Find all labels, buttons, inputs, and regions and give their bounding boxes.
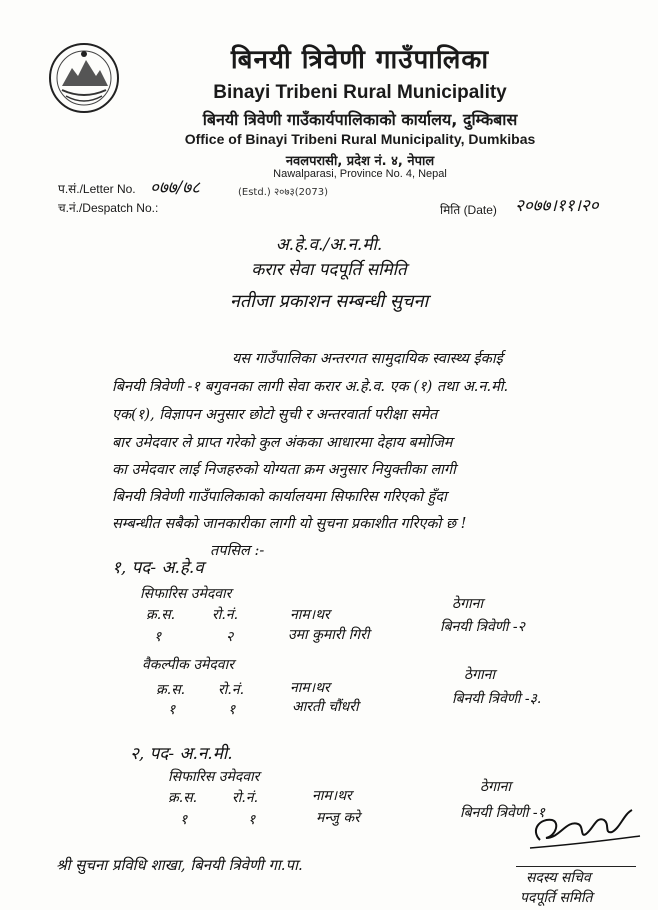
cell-sn: १	[168, 702, 176, 718]
signatory-title: सदस्य सचिव	[526, 870, 591, 886]
group-label-alternate: वैकल्पीक उमेदवार	[142, 657, 234, 673]
body-line: बिनयी त्रिवेणी -१ बगुवनका लागी सेवा करार अ.हे.व. एक (१) तथा अ.न.मी.	[112, 379, 509, 395]
signatory-committee: पदपूर्ति समिति	[520, 890, 593, 906]
col-header-sn: क्र.स.	[146, 607, 176, 623]
notice-heading-committee: करार सेवा पदपूर्ति समिति	[251, 260, 407, 280]
body-line: बार उमेदवार ले प्राप्त गरेको कुल अंकका आधारमा देहाय बमोजिम	[112, 435, 453, 451]
col-header-sn: क्र.स.	[168, 790, 198, 806]
cell-roll: १	[248, 812, 256, 828]
col-header-name: नाम।थर	[312, 788, 352, 804]
body-line: एक(१), विज्ञापन अनुसार छोटो सुची र अन्तरवार्ता परीक्षा समेत	[112, 407, 438, 423]
body-line: यस गाउँपालिका अन्तरगत सामुदायिक स्वास्थ्य ईकाई	[232, 351, 503, 367]
notice-heading-subject: नतीजा प्रकाशन सम्बन्धी सुचना	[229, 291, 429, 312]
col-header-address: ठेगाना	[452, 596, 484, 612]
municipality-name-english: Binayi Tribeni Rural Municipality	[213, 82, 507, 103]
cell-name: उमा कुमारी गिरी	[288, 627, 370, 643]
office-name-nepali: बिनयी त्रिवेणी गाउँकार्यपालिकाको कार्यालय, दुम्किबास	[202, 110, 518, 129]
post-title: १, पद- अ.हे.व	[112, 558, 204, 578]
body-line: का उमेदवार लाई निजहरुको योग्यता क्रम अनुसार नियुक्तीका लागी	[112, 462, 456, 478]
group-label-recommended: सिफारिस उमेदवार	[168, 769, 260, 785]
cell-roll: २	[226, 629, 234, 645]
office-name-english: Office of Binayi Tribeni Rural Municipality, Dumkibas	[184, 131, 536, 147]
despatch-no-label: च.नं./Despatch No.:	[58, 201, 159, 215]
address-nepali: नवलपरासी, प्रदेश नं. ४, नेपाल	[285, 154, 435, 169]
cell-sn: १	[180, 812, 188, 828]
cell-sn: १	[154, 629, 162, 645]
col-header-roll: रो.नं.	[218, 682, 245, 698]
col-header-address: ठेगाना	[480, 779, 512, 795]
annex-label: तपसिल :-	[210, 543, 265, 559]
letter-no-label: प.सं./Letter No.	[58, 182, 136, 196]
cell-address: बिनयी त्रिवेणी -३.	[452, 691, 542, 707]
notice-heading-posts: अ.हे.व./अ.न.मी.	[275, 235, 383, 255]
cell-name: मन्जु करे	[316, 810, 360, 826]
body-line: सम्बन्धीत सबैको जानकारीका लागी यो सुचना प्रकाशीत गरिएको छ !	[112, 516, 467, 532]
body-line: बिनयी त्रिवेणी गाउँपालिकाको कार्यालयमा सिफारिस गरिएको हुँदा	[112, 489, 447, 505]
address-english: Nawalparasi, Province No. 4, Nepal	[273, 168, 447, 180]
established-year: (Estd.) २०७३(2073)	[238, 187, 329, 198]
letter-no-value: ०७७/७८	[150, 178, 200, 198]
municipality-name-nepali: बिनयी त्रिवेणी गाउँपालिका	[230, 45, 490, 75]
col-header-roll: रो.नं.	[212, 607, 239, 623]
cell-address: बिनयी त्रिवेणी -२	[440, 619, 525, 635]
col-header-roll: रो.नं.	[232, 790, 259, 806]
date-label: मिति (Date)	[440, 203, 497, 217]
signature-scrawl	[520, 790, 650, 860]
cell-address: बिनयी त्रिवेणी -१	[460, 805, 545, 821]
signature-line	[516, 866, 636, 867]
col-header-name: नाम।थर	[290, 680, 330, 696]
cell-roll: १	[228, 702, 236, 718]
post-title: २, पद- अ.न.मी.	[130, 744, 233, 764]
date-value: २०७७।११।२०	[515, 196, 599, 216]
col-header-sn: क्र.स.	[156, 682, 186, 698]
cell-name: आरती चौंधरी	[292, 699, 359, 715]
copy-to-note: श्री सुचना प्रविधि शाखा, बिनयी त्रिवेणी गा.पा.	[56, 856, 303, 874]
group-label-recommended: सिफारिस उमेदवार	[140, 586, 232, 602]
col-header-name: नाम।थर	[290, 607, 330, 623]
col-header-address: ठेगाना	[464, 667, 496, 683]
